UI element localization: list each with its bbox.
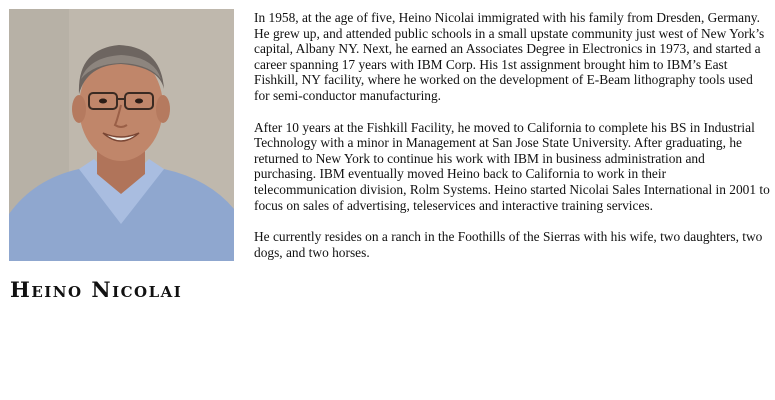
portrait-photo <box>9 9 234 261</box>
bio-paragraph-1: In 1958, at the age of five, Heino Nicolai immigrated with his family from Dresden, Germany. He grew up, and attended public schools in a small upstate community just west of New York’s capital, Albany NY. Next, he earned an Associates Degree in Electronics in 1973, and started a career spanning 17 years with IBM Corp. His 1st assignment brought him to IBM’s East Fishkill, NY facility, where he worked on the development of E-Beam lithography tools used for semi-conductor manufacturing. <box>254 10 765 103</box>
person-name: Heino Nicolai <box>10 277 183 302</box>
bio-paragraph-2: After 10 years at the Fishkill Facility, he moved to California to complete his BS in Industrial Technology with a minor in Management at San Jose State University. After graduating, he returned to New York to continue his work with IBM in business administration and purchasing. IBM eventually moved Heino back to California to work in their telecommunication division, Rolm Systems. Heino started Nicolai Sales International in 2001 to focus on sales of advertising, teleservices and interactive training services. <box>254 119 770 213</box>
biography <box>254 10 770 276</box>
bio-paragraph-3: He currently resides on a ranch in the Foothills of the Sierras with his wife, two daughters, two dogs, and two horses. <box>254 229 763 260</box>
